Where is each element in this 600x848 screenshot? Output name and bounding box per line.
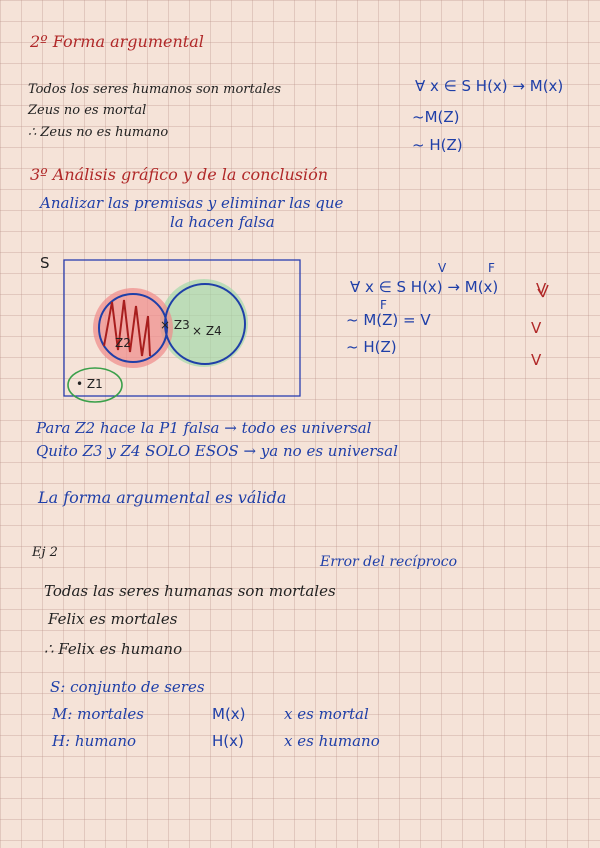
line-quito: Quito Z3 y Z4 SOLO ESOS → ya no es universal [36, 442, 398, 460]
z4-label: × Z4 [192, 324, 222, 338]
heading-analisis-grafico: 3º Análisis gráfico y de la conclusión [30, 165, 329, 184]
line-para-z2: Para Z2 hace la P1 falsa → todo es universal [36, 419, 372, 437]
mark-f-above: F [488, 261, 495, 275]
instruction-line1: Analizar las premisas y eliminar las que [40, 194, 344, 212]
diagram-formula3: ~ H(Z) [346, 338, 397, 356]
arg1-conclusion: ∴ Zeus no es humano [28, 125, 169, 140]
heading-forma-argumental: 2º Forma argumental [30, 32, 204, 51]
def-m: M: mortales [52, 705, 144, 723]
arg1-formula3: ~ H(Z) [412, 136, 463, 154]
check-v-1: V [536, 280, 547, 298]
valid-conclusion: La forma argumental es válida [38, 488, 287, 507]
def-s: S: conjunto de seres [50, 678, 205, 696]
mark-f2: F [380, 298, 387, 312]
arg2-premise1: Todas las seres humanas son mortales [44, 582, 336, 600]
mark-v-above: V [438, 261, 447, 275]
check-v-2: V [531, 319, 542, 337]
def-m-formula: M(x) [212, 705, 246, 723]
def-m-meaning: x es mortal [284, 705, 369, 723]
diagram-formula2: ~ M(Z) = V [346, 311, 431, 329]
def-h: H: humano [52, 732, 137, 750]
z3-label: × Z3 [160, 318, 190, 332]
arg1-premise2: Zeus no es mortal [28, 103, 147, 118]
check-v-3: V [531, 351, 542, 369]
z1-label: • Z1 [76, 377, 103, 391]
arg1-formula2: ~M(Z) [412, 108, 460, 126]
instruction-line2: la hacen falsa [170, 213, 275, 231]
error-reciproco-label: Error del recíproco [320, 554, 457, 570]
arg1-formula1: ∀ x ∈ S H(x) → M(x) [415, 77, 564, 95]
arg1-premise1: Todos los seres humanos son mortales [28, 82, 281, 97]
arg2-conclusion: ∴ Felix es humano [44, 640, 183, 658]
ej2-label: Ej 2 [32, 545, 58, 560]
diagram-formula1: ∀ x ∈ S H(x) → M(x) [350, 278, 499, 296]
def-h-formula: H(x) [212, 732, 244, 750]
z2-label: Z2 [115, 336, 131, 350]
def-h-meaning: x es humano [284, 732, 380, 750]
set-s-label: S [40, 254, 50, 272]
arg2-premise2: Felix es mortales [48, 610, 178, 628]
